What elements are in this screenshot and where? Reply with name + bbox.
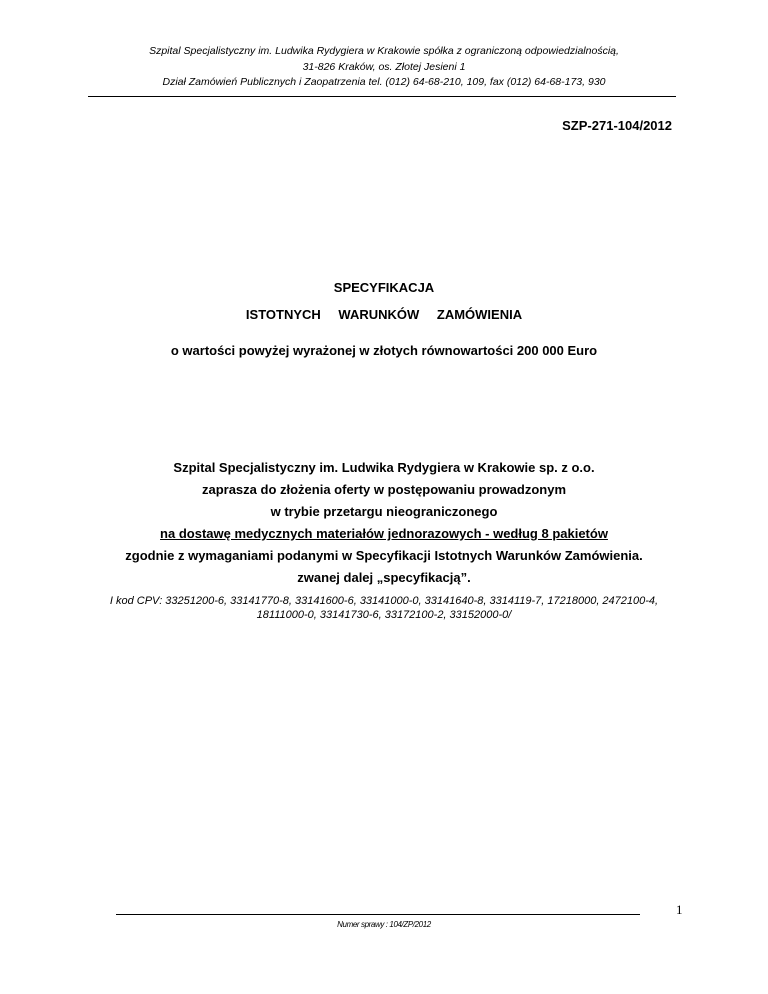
- letterhead-contact: Dział Zamówień Publicznych i Zaopatrzenia tel. (012) 64-68-210, 109, fax (012) 64-68-173, 930: [162, 76, 606, 88]
- letterhead-address: 31-826 Kraków, os. Złotej Jesieni 1: [302, 60, 466, 73]
- footer-divider: [116, 914, 640, 915]
- page-number: 1: [676, 902, 683, 917]
- invitation-alias: zwanej dalej „specyfikacją”.: [297, 570, 471, 585]
- invitation-subject-text: na dostawę medycznych materiałów jednorazowych - według 8 pakietów: [160, 526, 608, 541]
- footer-case-number: Numer sprawy : 104/ZP/2012: [337, 920, 431, 929]
- cpv-codes-line2: 18111000-0, 33141730-6, 33172100-2, 33152000-0/: [256, 609, 512, 621]
- letterhead-company-name: Szpital Specjalistyczny im. Ludwika Rydygiera w Krakowie spółka z ograniczoną odpowiedzialnością,: [149, 45, 619, 57]
- cpv-codes: [64, 594, 704, 622]
- document-subtitle: ISTOTNYCH WARUNKÓW ZAMÓWIENIA: [245, 307, 523, 322]
- document-title: SPECYFIKACJA: [333, 280, 435, 295]
- invitation-block: [0, 457, 768, 589]
- invitation-procedure: w trybie przetargu nieograniczonego: [270, 504, 498, 519]
- header-divider: [88, 96, 676, 97]
- invitation-hospital: Szpital Specjalistyczny im. Ludwika Rydygiera w Krakowie sp. z o.o.: [173, 460, 595, 475]
- invitation-subject: [0, 523, 768, 545]
- document-value-note: o wartości powyżej wyrażonej w złotych równowartości 200 000 Euro: [170, 343, 598, 358]
- invitation-offer: zaprasza do złożenia oferty w postępowaniu prowadzonym: [201, 482, 567, 497]
- reference-number: SZP-271-104/2012: [562, 118, 672, 133]
- cpv-codes-line1: I kod CPV: 33251200-6, 33141770-8, 33141600-6, 33141000-0, 33141640-8, 3314119-7, 17218000, 2472100-4,: [109, 595, 659, 607]
- invitation-requirements: zgodnie z wymaganiami podanymi w Specyfikacji Istotnych Warunków Zamówienia.: [125, 548, 643, 563]
- letterhead: [0, 44, 768, 91]
